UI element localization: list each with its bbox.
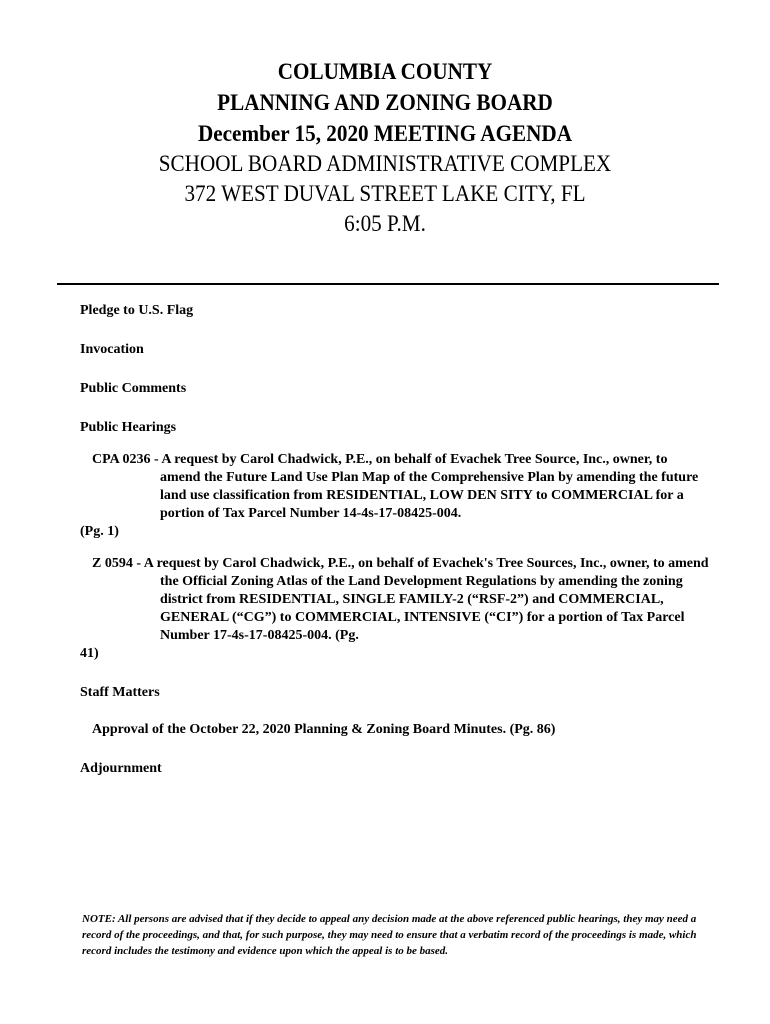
public-comments-item: Public Comments [80, 381, 187, 396]
hearing-cpa-0236 [80, 451, 710, 541]
header-divider [57, 283, 719, 285]
address-line: 372 WEST DUVAL STREET LAKE CITY, FL [184, 181, 586, 206]
staff-minutes-item: Approval of the October 22, 2020 Planning & Zoning Board Minutes. (Pg. 86) [92, 722, 556, 737]
adjournment-item: Adjournment [80, 761, 162, 776]
appeal-note: NOTE: All persons are advised that if they decide to appeal any decision made at the above referenced public hearings, they may need a record of the proceedings, and that, for such purpose, they may need to ensure that a verbatim record of the proceedings is made, which record includes the testimony and evidence upon which the appeal is to be based. [82, 913, 697, 957]
hearing-text: Z 0594 - A request by Carol Chadwick, P.E., on behalf of Evachek's Tree Sources, Inc., owner, to amend the Official Zoning Atlas of the Land Development Regulations by amending the zoning district from RESIDENTIAL, SINGLE FAMILY-2 (“RSF-2”) and COMMERCIAL, GENERAL (“CG”) to COMMERCIAL, INTENSIVE (“CI”) for a portion of Tax Parcel Number 17-4s-17-08425-004. (Pg. [92, 556, 709, 643]
venue-line: SCHOOL BOARD ADMINISTRATIVE COMPLEX [158, 151, 612, 176]
hearing-z-0594 [80, 555, 710, 663]
agenda-body [80, 302, 710, 799]
time-line: 6:05 P.M. [344, 211, 426, 236]
invocation-item: Invocation [80, 342, 144, 357]
hearing-page-ref: 41) [80, 646, 99, 661]
board-title: PLANNING AND ZONING BOARD [217, 90, 553, 115]
agenda-header [0, 56, 770, 239]
hearing-page-ref: (Pg. 1) [80, 524, 119, 539]
public-hearings-heading: Public Hearings [80, 420, 177, 435]
staff-matters-heading: Staff Matters [80, 685, 160, 700]
hearing-text: CPA 0236 - A request by Carol Chadwick, P.E., on behalf of Evachek Tree Source, Inc., owner, to amend the Future Land Use Plan Map of the Comprehensive Plan by amending the future land use classification from RESIDENTIAL, LOW DEN SITY to COMMERCIAL for a portion of Tax Parcel Number 14-4s-17-08425-004. [92, 452, 699, 521]
meeting-title: December 15, 2020 MEETING AGENDA [197, 121, 573, 146]
pledge-item: Pledge to U.S. Flag [80, 303, 194, 318]
county-title: COLUMBIA COUNTY [277, 59, 493, 84]
